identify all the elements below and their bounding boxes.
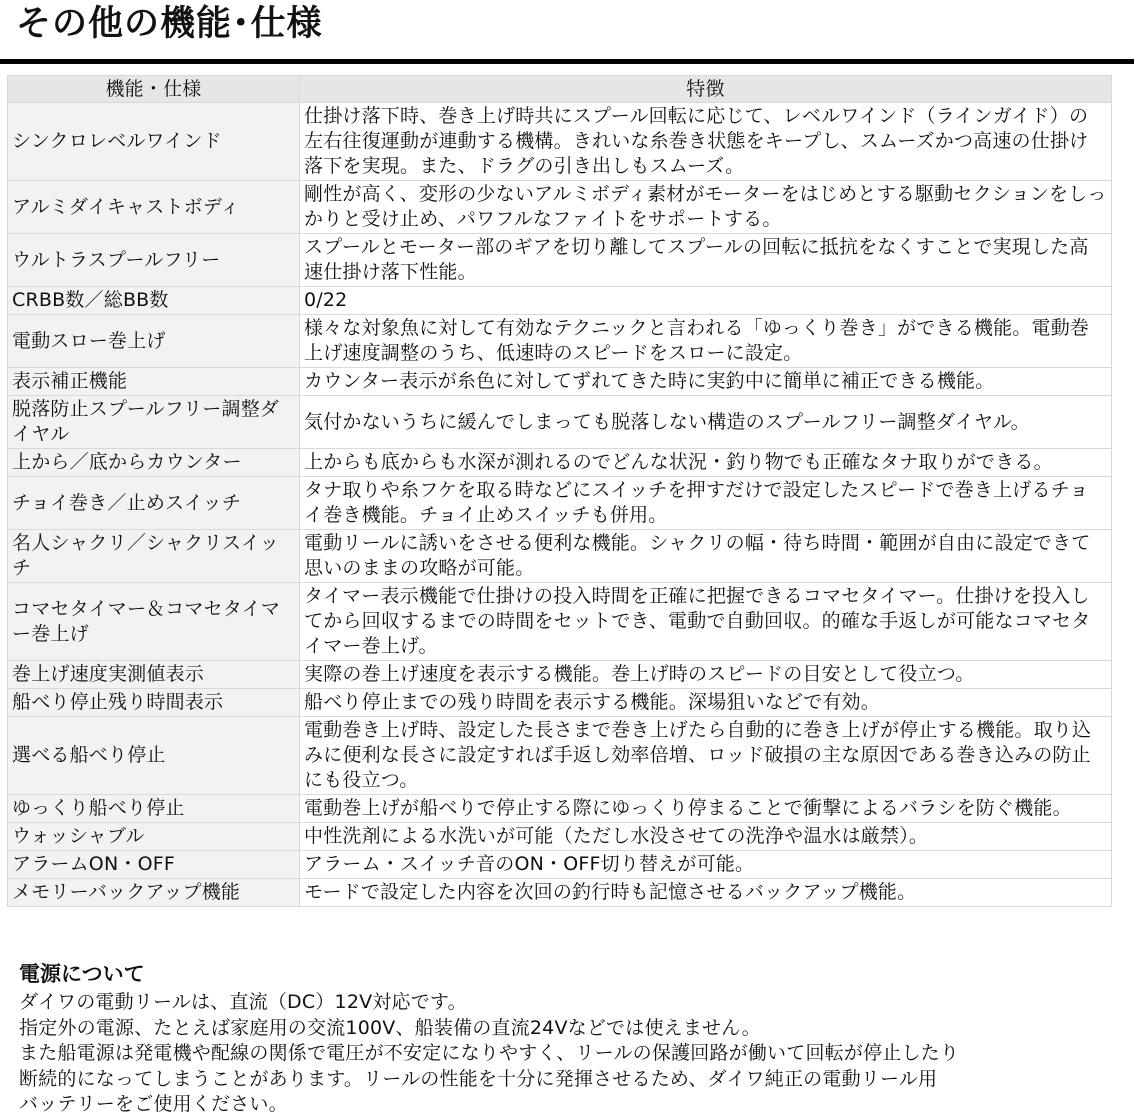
feature-description: 剛性が高く、変形の少ないアルミボディ素材がモーターをはじめとする駆動セクションをしっかりと受け止め、パワフルなファイトをサポートする。: [300, 181, 1112, 234]
feature-name: 脱落防止スプールフリー調整ダイヤル: [8, 396, 300, 449]
table-row: [8, 661, 1112, 689]
feature-description: カウンター表示が糸色に対してずれてきた時に実釣中に簡単に補正できる機能。: [300, 368, 1112, 396]
feature-description: 0/22: [300, 287, 1112, 315]
feature-description: 上からも底からも水深が測れるのでどんな状況・釣り物でも正確なタナ取りができる。: [300, 449, 1112, 477]
feature-name: 表示補正機能: [8, 368, 300, 396]
table-row: [8, 368, 1112, 396]
power-text-line: ダイワの電動リールは、直流（DC）12V対応です。: [19, 991, 467, 1013]
feature-name: アラームON・OFF: [8, 851, 300, 879]
table-row: [8, 689, 1112, 717]
power-heading: 電源について: [19, 962, 145, 986]
feature-description: 船べり停止までの残り時間を表示する機能。深場狙いなどで有効。: [300, 689, 1112, 717]
table-row: [8, 583, 1112, 661]
feature-description: 電動巻き上げ時、設定した長さまで巻き上げたら自動的に巻き上げが停止する機能。取り込みに便利な長さに設定すれば手返し効率倍増、ロッド破損の主な原因である巻き込みの防止にも役立つ。: [300, 717, 1112, 795]
feature-name: ウルトラスプールフリー: [8, 234, 300, 287]
feature-description: タイマー表示機能で仕掛けの投入時間を正確に把握できるコマセタイマー。仕掛けを投入してから回収するまでの時間をセットでき、電動で自動回収。的確な手返しが可能なコマセタイマー巻上げ。: [300, 583, 1112, 661]
feature-description: 気付かないうちに緩んでしまっても脱落しない構造のスプールフリー調整ダイヤル。: [300, 396, 1112, 449]
feature-name: ウォッシャブル: [8, 823, 300, 851]
table-row: [8, 103, 1112, 181]
table-row: [8, 181, 1112, 234]
feature-name: CRBB数／総BB数: [8, 287, 300, 315]
feature-description: 様々な対象魚に対して有効なテクニックと言われる「ゆっくり巻き」ができる機能。電動巻上げ速度調整のうち、低速時のスピードをスローに設定。: [300, 315, 1112, 368]
table-row: [8, 396, 1112, 449]
power-text-line: バッテリーをご使用ください。: [19, 1093, 288, 1115]
table-header-row: [8, 76, 1112, 103]
feature-description: モードで設定した内容を次回の釣行時も記憶させるバックアップ機能。: [300, 879, 1112, 907]
page-title: その他の機能･仕様: [16, 4, 323, 44]
feature-name: 名人シャクリ／シャクリスイッチ: [8, 530, 300, 583]
table-row: [8, 530, 1112, 583]
feature-name: 船べり停止残り時間表示: [8, 689, 300, 717]
power-text-line: 断続的になってしまうことがあります。リールの性能を十分に発揮させるため、ダイワ純正の電動リール用: [19, 1067, 938, 1090]
power-text: [19, 990, 1119, 1118]
table-row: [8, 477, 1112, 530]
feature-name: コマセタイマー＆コマセタイマー巻上げ: [8, 583, 300, 661]
feature-description: スプールとモーター部のギアを切り離してスプールの回転に抵抗をなくすことで実現した高速仕掛け落下性能。: [300, 234, 1112, 287]
feature-description: 電動リールに誘いをさせる便利な機能。シャクリの幅・待ち時間・範囲が自由に設定できて思いのままの攻略が可能。: [300, 530, 1112, 583]
power-text-line: 指定外の電源、たとえば家庭用の交流100V、船装備の直流24Vなどでは使えません。: [19, 1016, 761, 1039]
table-row: [8, 315, 1112, 368]
feature-name: 上から／底からカウンター: [8, 449, 300, 477]
table-row: [8, 851, 1112, 879]
feature-description: 中性洗剤による水洗いが可能（ただし水没させての洗浄や温水は厳禁）。: [300, 823, 1112, 851]
feature-name: シンクロレベルワインド: [8, 103, 300, 181]
feature-name: アルミダイキャストボディ: [8, 181, 300, 234]
table-row: [8, 879, 1112, 907]
feature-description: 電動巻上げが船べりで停止する際にゆっくり停まることで衝撃によるバラシを防ぐ機能。: [300, 795, 1112, 823]
feature-description: アラーム・スイッチ音のON・OFF切り替えが可能。: [300, 851, 1112, 879]
power-section: [19, 960, 1119, 1118]
spec-table: [7, 75, 1112, 907]
power-text-line: また船電源は発電機や配線の関係で電圧が不安定になりやすく、リールの保護回路が働いて回転が停止したり: [19, 1042, 960, 1064]
title-divider: [0, 59, 1134, 64]
feature-description: 実際の巻上げ速度を表示する機能。巻上げ時のスピードの目安として役立つ。: [300, 661, 1112, 689]
feature-description: 仕掛け落下時、巻き上げ時共にスプール回転に応じて、レベルワインド（ラインガイド）の左右往復運動が連動する機構。きれいな糸巻き状態をキープし、スムーズかつ高速の仕掛け落下を実現。また、ドラグの引き出しもスムーズ。: [300, 103, 1112, 181]
table-row: [8, 717, 1112, 795]
table-row: [8, 287, 1112, 315]
column-header-feature: 機能・仕様: [8, 76, 300, 103]
table-row: [8, 449, 1112, 477]
feature-name: 電動スロー巻上げ: [8, 315, 300, 368]
feature-name: チョイ巻き／止めスイッチ: [8, 477, 300, 530]
table-row: [8, 234, 1112, 287]
feature-name: ゆっくり船べり停止: [8, 795, 300, 823]
table-row: [8, 795, 1112, 823]
column-header-description: 特徴: [300, 76, 1112, 103]
feature-name: 選べる船べり停止: [8, 717, 300, 795]
feature-name: 巻上げ速度実測値表示: [8, 661, 300, 689]
table-body: [8, 103, 1112, 907]
feature-description: タナ取りや糸フケを取る時などにスイッチを押すだけで設定したスピードで巻き上げるチョイ巻き機能。チョイ止めスイッチも併用。: [300, 477, 1112, 530]
feature-name: メモリーバックアップ機能: [8, 879, 300, 907]
table-row: [8, 823, 1112, 851]
